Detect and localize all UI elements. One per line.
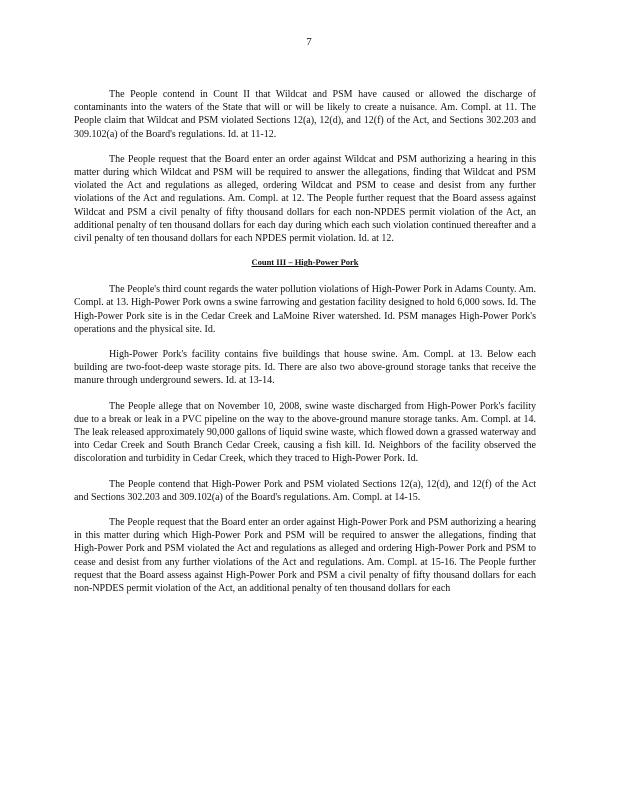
paragraph-discharge-allegation: The People allege that on November 10, 2008, swine waste discharged from High-Power Pork's facility due to a break or leak in a PVC pipeline on the way to the above-ground manure storage tanks. Am. Compl. at 14. The leak released approximately 90,000 gallons of liquid swine waste, which flowed down a grassed waterway and into Cedar Creek and South Branch Cedar Creek, causing a fish kill. Id. Neighbors of the facility observed the discoloration and turbidity in Cedar Creek, which they traced to High-Power Pork. Id. [74,400,536,465]
paragraph-relief-request: The People request that the Board enter an order against High-Power Pork and PSM authorizing a hearing in this matter during which High-Power Pork and PSM will be required to answer the allegations, finding that High-Power Pork and PSM violated the Act and regulations as alleged and ordering High-Power Pork and PSM to cease and desist from any further violations of the Act and regulations. Am. Compl. at 15-16. The People further request that the Board assess against High-Power Pork and PSM a civil penalty of fifty thousand dollars for each non-NPDES permit violation of the Act, an additional penalty of ten thousand dollars for each [74,517,536,595]
paragraph-count-iii-intro: The People's third count regards the water pollution violations of High-Power Pork in Adams County. Am. Compl. at 13. High-Power Pork owns a swine farrowing and gestation facility designed to hold 6,000 sows. Id. The High-Power Pork site is in the Cedar Creek and LaMoine River watershed. Id. PSM manages High-Power Pork's operations and the physical site. Id. [74,284,536,335]
section-heading-count-iii: Count III – High-Power Pork [251,257,359,268]
paragraph-facility-description: High-Power Pork's facility contains five buildings that house swine. Am. Compl. at 13. Below each building are two-foot-deep waste storage pits. Id. There are also two above-ground storage tanks that receive the manure through underground sewers. Id. at 13-14. [74,349,536,387]
document-body [74,88,536,607]
paragraph-count-ii-relief: The People request that the Board enter an order against Wildcat and PSM authorizing a hearing in this matter during which Wildcat and PSM will be required to answer the allegations, finding that Wildcat and PSM violated the Act and regulations as alleged, ordering Wildcat and PSM to cease and desist from any further violations of the Act and regulations. Am. Compl. at 12. The People further request that the Board assess against Wildcat and PSM a civil penalty of fifty thousand dollars for each non-NPDES permit violation of the Act, an additional penalty of ten thousand dollars for each day during which each such violation continued thereafter and a civil penalty of ten thousand dollars for each NPDES permit violation. Id. at 12. [74,153,536,245]
paragraph-count-ii-allegation: The People contend in Count II that Wildcat and PSM have caused or allowed the discharge of contaminants into the waters of the State that will or will be likely to create a nuisance. Am. Compl. at 11. The People claim that Wildcat and PSM violated Sections 12(a), 12(d), and 12(f) of the Act, and Sections 302.203 and 309.102(a) of the Board's regulations. Id. at 11-12. [74,89,536,140]
page-number: 7 [306,36,312,48]
paragraph-violations: The People contend that High-Power Pork and PSM violated Sections 12(a), 12(d), and 12(f) of the Act and Sections 302.203 and 309.102(a) of the Board's regulations. Am. Compl. at 14-15. [74,478,536,503]
